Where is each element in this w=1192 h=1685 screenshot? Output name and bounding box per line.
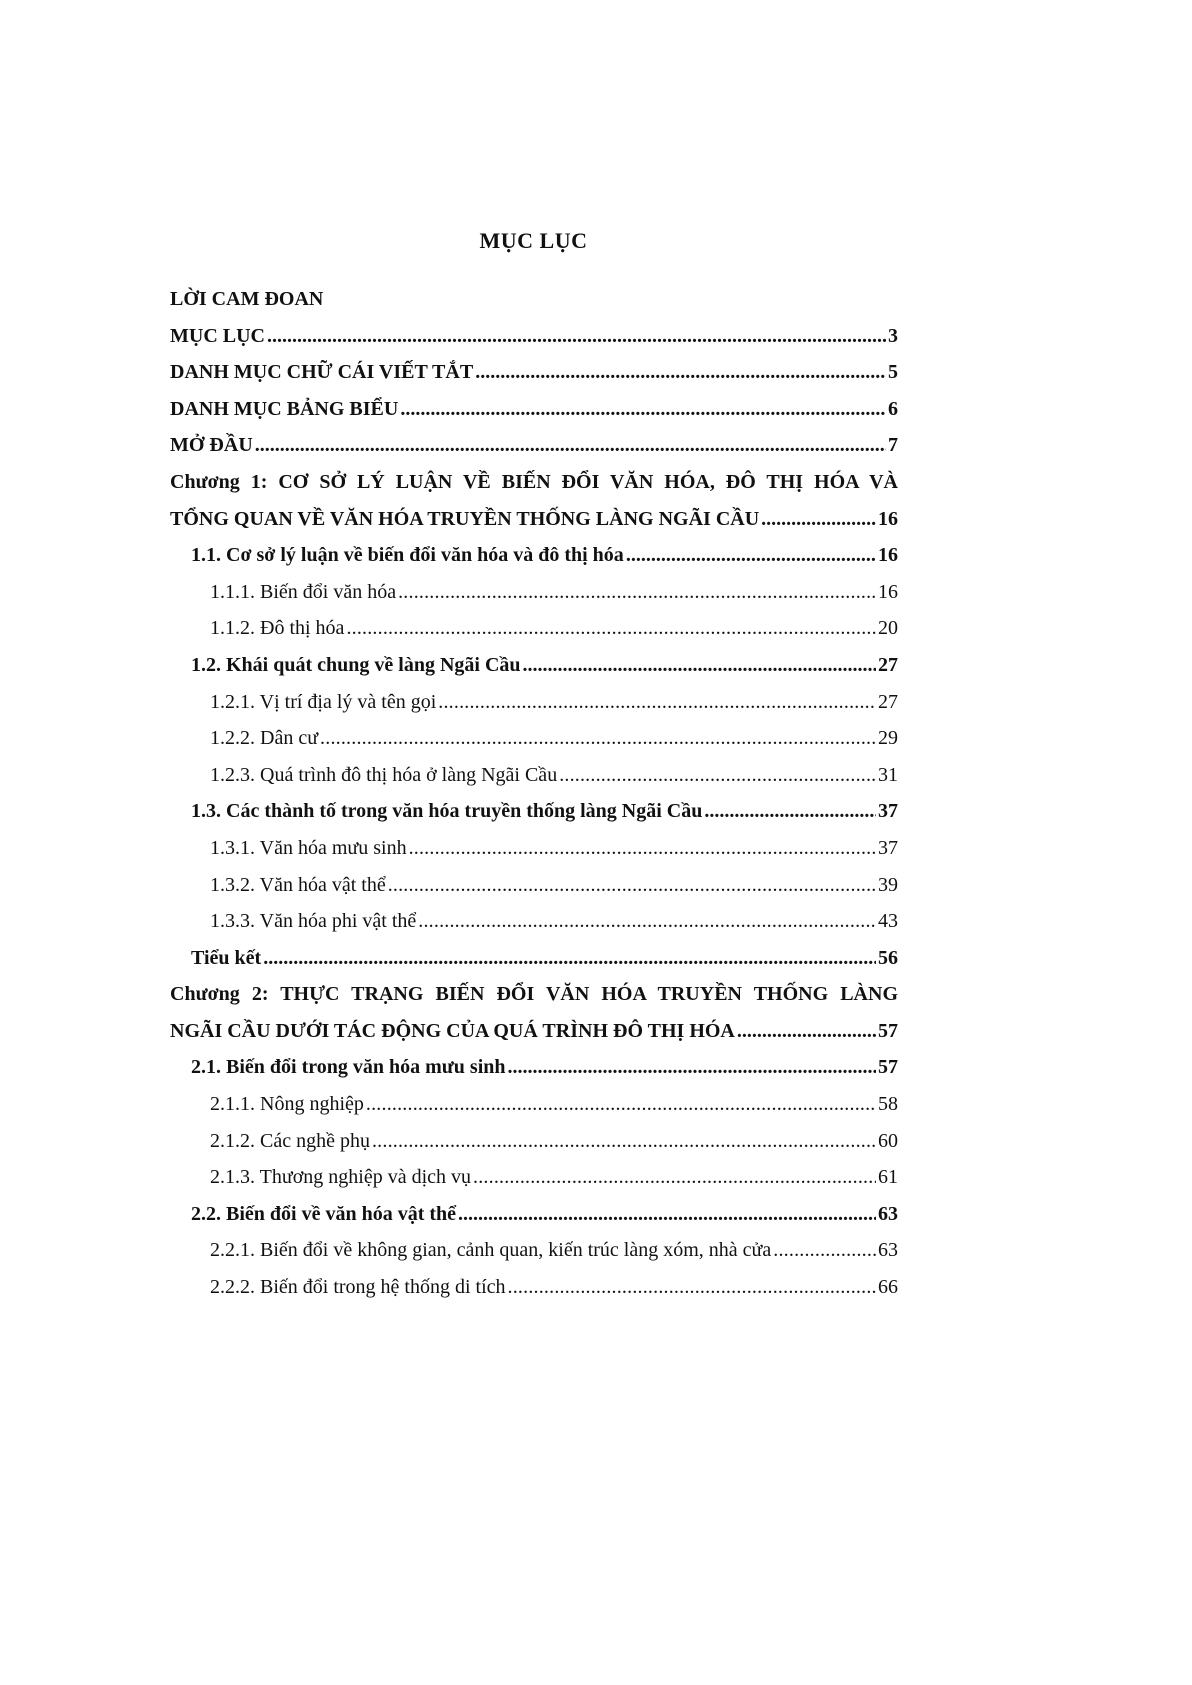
toc-page-number: 20 xyxy=(878,617,898,640)
toc-leader-dots xyxy=(523,654,876,677)
toc-entry-title: Chương 1: CƠ SỞ LÝ LUẬN VỀ BIẾN ĐỔI VĂN HÓA, ĐÔ THỊ HÓA VÀ xyxy=(170,470,898,493)
toc-leader-dots xyxy=(559,764,876,787)
toc-entry[interactable] xyxy=(170,1166,898,1203)
toc-entry[interactable] xyxy=(170,764,898,801)
toc-entry-title: TỔNG QUAN VỀ VĂN HÓA TRUYỀN THỐNG LÀNG NGÃI CẦU xyxy=(170,507,760,530)
toc-page-number: 56 xyxy=(878,946,898,969)
toc-entry-title: DANH MỤC CHỮ CÁI VIẾT TẮT xyxy=(170,361,474,384)
toc-entry-title: MỞ ĐẦU xyxy=(170,434,253,457)
toc-leader-dots xyxy=(388,874,876,897)
toc-entry[interactable] xyxy=(170,288,898,325)
toc-entry-title: DANH MỤC BẢNG BIỂU xyxy=(170,397,399,420)
toc-entry[interactable] xyxy=(170,398,898,435)
toc-entry[interactable] xyxy=(170,1056,898,1093)
toc-entry-title: LỜI CAM ĐOAN xyxy=(170,288,324,310)
toc-entry[interactable] xyxy=(170,947,898,984)
toc-entry-title: 1.1. Cơ sở lý luận về biến đổi văn hóa và đô thị hóa xyxy=(191,544,624,567)
toc-entry-title: 1.3.1. Văn hóa mưu sinh xyxy=(210,836,407,859)
toc-entry[interactable] xyxy=(170,581,898,618)
toc-entry[interactable] xyxy=(170,617,898,654)
table-of-contents xyxy=(170,288,898,1313)
toc-entry[interactable] xyxy=(170,1093,898,1130)
toc-leader-dots xyxy=(400,398,886,421)
toc-entry-title: 2.1.3. Thương nghiệp và dịch vụ xyxy=(210,1166,472,1189)
toc-leader-dots xyxy=(346,617,876,640)
toc-entry[interactable] xyxy=(170,654,898,691)
toc-entry-title: 1.1.1. Biến đổi văn hóa xyxy=(210,580,397,603)
toc-leader-dots xyxy=(320,727,876,750)
toc-page-number: 66 xyxy=(878,1276,898,1299)
toc-leader-dots xyxy=(366,1093,876,1116)
toc-page-number: 5 xyxy=(888,361,898,384)
toc-entry[interactable] xyxy=(170,1203,898,1240)
toc-leader-dots xyxy=(475,361,886,384)
toc-entry-title: MỤC LỤC xyxy=(170,324,265,347)
toc-entry-title: 1.1.2. Đô thị hóa xyxy=(210,617,345,640)
toc-leader-dots xyxy=(398,581,876,604)
toc-page-number: 7 xyxy=(888,434,898,457)
toc-entry-title: 2.1.1. Nông nghiệp xyxy=(210,1093,364,1116)
toc-page-number: 63 xyxy=(878,1239,898,1262)
toc-entry[interactable] xyxy=(170,471,898,508)
toc-leader-dots xyxy=(508,1056,877,1079)
toc-leader-dots xyxy=(704,800,876,823)
toc-leader-dots xyxy=(508,1276,876,1299)
toc-entry[interactable] xyxy=(170,800,898,837)
toc-entry[interactable] xyxy=(170,727,898,764)
toc-leader-dots xyxy=(626,544,876,567)
toc-leader-dots xyxy=(267,325,886,348)
toc-entry-title: 2.2.1. Biến đổi về không gian, cảnh quan, kiến trúc làng xóm, nhà cửa xyxy=(210,1239,772,1262)
toc-entry-title: 1.3. Các thành tố trong văn hóa truyền thống làng Ngãi Cầu xyxy=(191,800,703,823)
toc-entry-title: Tiểu kết xyxy=(191,946,262,969)
toc-leader-dots xyxy=(737,1020,876,1043)
toc-entry[interactable] xyxy=(170,1276,898,1313)
toc-page-number: 6 xyxy=(888,397,898,420)
toc-entry[interactable] xyxy=(170,1239,898,1276)
toc-page-number: 27 xyxy=(878,653,898,676)
toc-entry-title: 1.2.1. Vị trí địa lý và tên gọi xyxy=(210,690,437,713)
toc-leader-dots xyxy=(418,910,876,933)
toc-entry[interactable] xyxy=(170,544,898,581)
toc-page-number: 37 xyxy=(878,836,898,859)
toc-entry[interactable] xyxy=(170,508,898,545)
toc-leader-dots xyxy=(761,508,876,531)
toc-entry-title: 1.2.3. Quá trình đô thị hóa ở làng Ngãi Cầu xyxy=(210,763,558,786)
toc-entry-title: 2.1. Biến đổi trong văn hóa mưu sinh xyxy=(191,1056,506,1079)
toc-entry[interactable] xyxy=(170,434,898,471)
toc-entry[interactable] xyxy=(170,325,898,362)
toc-page-number: 63 xyxy=(878,1202,898,1225)
toc-page-number: 31 xyxy=(878,763,898,786)
toc-page-number: 57 xyxy=(878,1056,898,1079)
toc-page-number: 43 xyxy=(878,910,898,933)
toc-entry-title: 2.1.2. Các nghề phụ xyxy=(210,1129,370,1152)
page-title: MỤC LỤC xyxy=(479,228,588,253)
toc-entry-title: 1.3.3. Văn hóa phi vật thể xyxy=(210,910,417,933)
toc-leader-dots xyxy=(372,1130,876,1153)
toc-entry-title: 1.2. Khái quát chung về làng Ngãi Cầu xyxy=(191,653,521,676)
toc-leader-dots xyxy=(438,691,876,714)
toc-page-number: 58 xyxy=(878,1093,898,1116)
toc-entry[interactable] xyxy=(170,361,898,398)
toc-entry[interactable] xyxy=(170,983,898,1020)
toc-leader-dots xyxy=(263,947,876,970)
toc-page-number: 57 xyxy=(878,1019,898,1042)
toc-page-number: 61 xyxy=(878,1166,898,1189)
toc-entry-title: Chương 2: THỰC TRẠNG BIẾN ĐỔI VĂN HÓA TRUYỀN THỐNG LÀNG xyxy=(170,983,898,1006)
toc-page-number: 16 xyxy=(878,580,898,603)
toc-entry-title: 2.2.2. Biến đổi trong hệ thống di tích xyxy=(210,1276,506,1299)
toc-page-number: 29 xyxy=(878,727,898,750)
toc-page-number: 3 xyxy=(888,324,898,347)
toc-entry[interactable] xyxy=(170,910,898,947)
toc-page-number: 27 xyxy=(878,690,898,713)
toc-leader-dots xyxy=(458,1203,876,1226)
toc-page-number: 16 xyxy=(878,507,898,530)
toc-leader-dots xyxy=(773,1239,876,1262)
toc-page-number: 60 xyxy=(878,1129,898,1152)
toc-entry-title: NGÃI CẦU DƯỚI TÁC ĐỘNG CỦA QUÁ TRÌNH ĐÔ THỊ HÓA xyxy=(170,1019,735,1042)
toc-entry-title: 2.2. Biến đổi về văn hóa vật thể xyxy=(191,1202,457,1225)
toc-entry[interactable] xyxy=(170,837,898,874)
toc-page-number: 39 xyxy=(878,873,898,896)
toc-entry-title: 1.2.2. Dân cư xyxy=(210,727,319,750)
toc-leader-dots xyxy=(473,1166,876,1189)
toc-entry[interactable] xyxy=(170,691,898,728)
toc-entry[interactable] xyxy=(170,1130,898,1167)
toc-leader-dots xyxy=(255,434,886,457)
toc-page-number: 37 xyxy=(878,800,898,823)
toc-entry[interactable] xyxy=(170,1020,898,1057)
toc-entry[interactable] xyxy=(170,874,898,911)
toc-leader-dots xyxy=(409,837,876,860)
toc-entry-title: 1.3.2. Văn hóa vật thể xyxy=(210,873,386,896)
toc-page-number: 16 xyxy=(878,544,898,567)
